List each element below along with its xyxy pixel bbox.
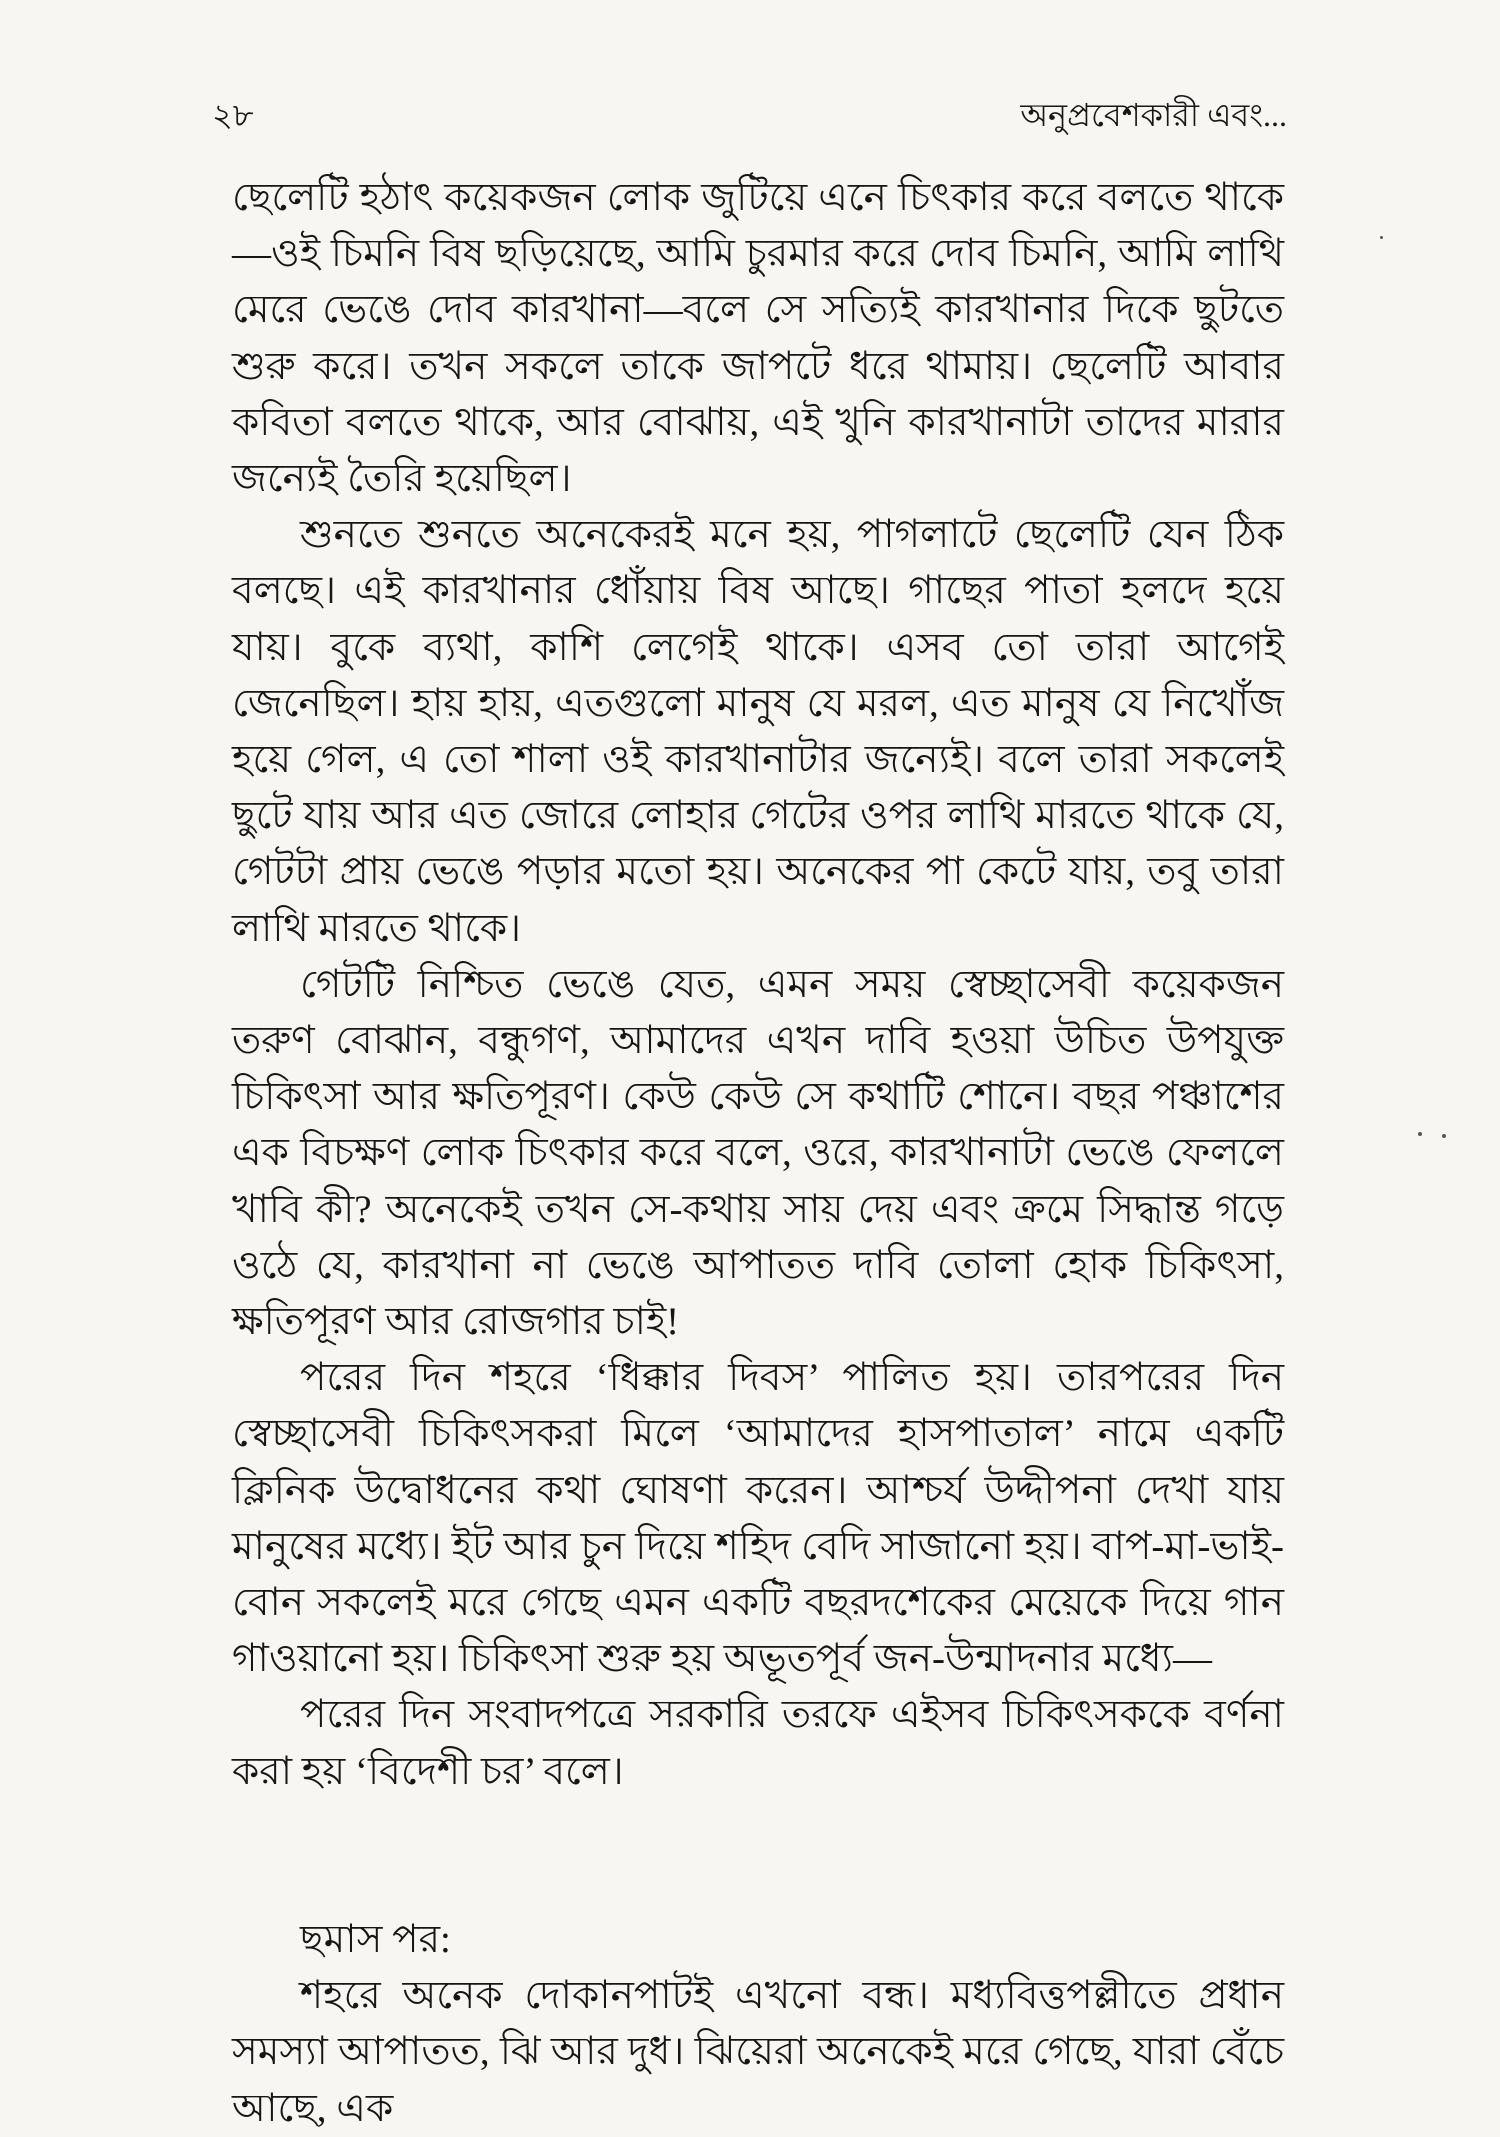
paragraph-4: পরের দিন শহরে ‘ধিক্কার দিবস’ পালিত হয়। তারপরের দিন স্বেচ্ছাসেবী চিকিৎসকরা মিলে ‘আমাদের হাসপাতাল’ নামে একটি ক্লিনিক উদ্বোধনের কথা ঘোষণা করেন। আশ্চর্য উদ্দীপনা দেখা যায় মানুষের মধ্যে। ইট আর চুন দিয়ে শহিদ বেদি সাজানো হয়। বাপ-মা-ভাই-বোন সকলেই মরে গেছে এমন একটি বছরদশেকের মেয়েকে দিয়ে গান গাওয়ানো হয়। চিকিৎসা শুরু হয় অভূতপূর্ব জন-উন্মাদনার মধ্যে— [232, 1356, 1284, 1681]
running-title: অনুপ্রবেশকারী এবং... [1020, 97, 1287, 133]
paragraph-5: পরের দিন সংবাদপত্রে সরকারি তরফে এইসব চিকিৎসককে বর্ণনা করা হয় ‘বিদেশী চর’ বলে। [232, 1693, 1284, 1793]
paragraph-6: শহরে অনেক দোকানপাটই এখনো বন্ধ। মধ্যবিত্তপল্লীতে প্রধান সমস্যা আপাতত, ঝি আর দুধ। ঝিয়েরা অনেকেই মরে গেছে, যারা বেঁচে আছে, এক [232, 1974, 1284, 2130]
body-text [232, 170, 1284, 2137]
print-speck [1380, 236, 1383, 239]
paragraph-2: শুনতে শুনতে অনেকেরই মনে হয়, পাগলাটে ছেলেটি যেন ঠিক বলছে। এই কারখানার ধোঁয়ায় বিষ আছে। গাছের পাতা হলদে হয়ে যায়। বুকে ব্যথা, কাশি লেগেই থাকে। এসব তো তারা আগেই জেনেছিল। হায় হায়, এতগুলো মানুষ যে মরল, এত মানুষ যে নিখোঁজ হয়ে গেল, এ তো শালা ওই কারখানাটার জন্যেই। বলে তারা সকলেই ছুটে যায় আর এত জোরে লোহার গেটের ওপর লাথি মারতে থাকে যে, গেটটা প্রায় ভেঙে পড়ার মতো হয়। অনেকের পা কেটে যায়, তবু তারা লাথি মারতে থাকে। [232, 513, 1284, 950]
page-number: ২৮ [212, 97, 254, 133]
scene-break [232, 1800, 1284, 1912]
print-speck [1442, 1134, 1446, 1138]
paragraph-3: গেটটি নিশ্চিত ভেঙে যেত, এমন সময় স্বেচ্ছাসেবী কয়েকজন তরুণ বোঝান, বন্ধুগণ, আমাদের এখন দাবি হওয়া উচিত উপযুক্ত চিকিৎসা আর ক্ষতিপূরণ। কেউ কেউ সে কথাটি শোনে। বছর পঞ্চাশের এক বিচক্ষণ লোক চিৎকার করে বলে, ওরে, কারখানাটা ভেঙে ফেললে খাবি কী? অনেকেই তখন সে-কথায় সায় দেয় এবং ক্রমে সিদ্ধান্ত গড়ে ওঠে যে, কারখানা না ভেঙে আপাতত দাবি তোলা হোক চিকিৎসা, ক্ষতিপূরণ আর রোজগার চাই! [232, 962, 1284, 1344]
paragraph-1: ছেলেটি হঠাৎ কয়েকজন লোক জুটিয়ে এনে চিৎকার করে বলতে থাকে—ওই চিমনি বিষ ছড়িয়েছে, আমি চুরমার করে দোব চিমনি, আমি লাথি মেরে ভেঙে দোব কারখানা—বলে সে সত্যিই কারখানার দিকে ছুটতে শুরু করে। তখন সকলে তাকে জাপটে ধরে থামায়। ছেলেটি আবার কবিতা বলতে থাকে, আর বোঝায়, এই খুনি কারখানাটা তাদের মারার জন্যেই তৈরি হয়েছিল। [232, 176, 1284, 501]
print-speck [1418, 1132, 1422, 1136]
page-header [212, 95, 1287, 145]
scene-label: ছমাস পর: [300, 1917, 451, 1961]
